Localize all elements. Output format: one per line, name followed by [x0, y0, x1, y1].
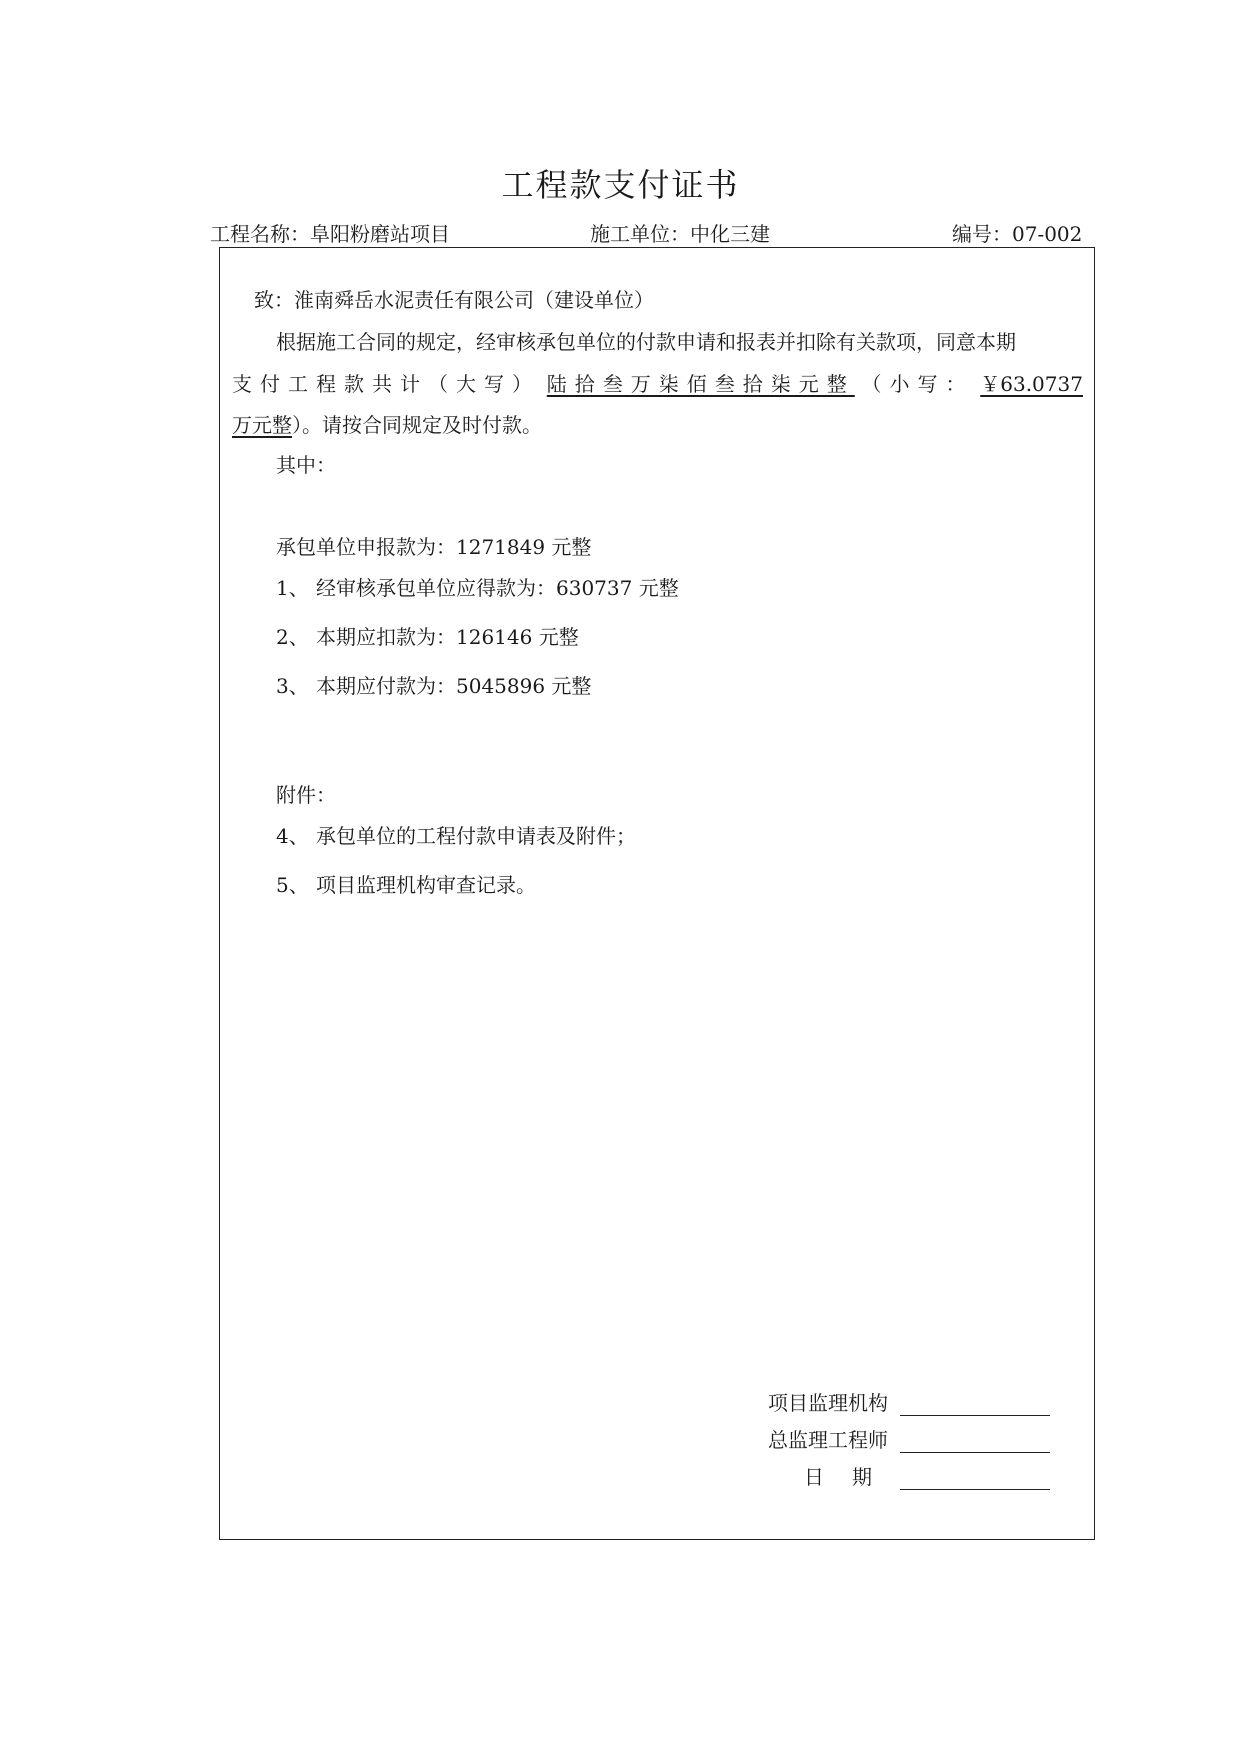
chief-engineer-label: 总监理工程师: [768, 1428, 888, 1452]
amount-figure-label: （小写：: [861, 372, 974, 396]
amount-in-words: 陆拾叁万柒佰叁拾柒元整: [546, 372, 855, 396]
body-paragraph-line-1: 根据施工合同的规定，经审核承包单位的付款申请和报表并扣除有关款项，同意本期: [276, 330, 1016, 354]
project-name: 工程名称：阜阳粉磨站项目: [210, 222, 450, 246]
certificate-frame: [219, 247, 1095, 1540]
attachments-label: 附件：: [276, 783, 336, 807]
certificate-content: [220, 248, 1094, 1539]
supervision-org-signature-line[interactable]: [900, 1389, 1050, 1416]
item-number: 5、: [276, 873, 309, 897]
body-paragraph-line-2: [232, 368, 1083, 397]
supervision-org-label: 项目监理机构: [768, 1391, 888, 1415]
declared-amount: 承包单位申报款为：1271849 元整: [276, 535, 592, 559]
signature-row-engineer: [720, 1416, 1050, 1453]
amount-in-figures-unit: 万元整: [232, 413, 292, 437]
attachments-list: [276, 820, 636, 918]
item-text: 本期应扣款为：126146 元整: [316, 625, 579, 649]
signature-block: [720, 1379, 1050, 1490]
item-number: 4、: [276, 824, 309, 848]
item-text: 承包单位的工程付款申请表及附件；: [316, 824, 636, 848]
list-item: [276, 869, 636, 898]
item-number: 3、: [276, 674, 309, 698]
recipient-line: 致：淮南舜岳水泥责任有限公司（建设单位）: [254, 288, 654, 312]
payment-request: ）。请按合同规定及时付款。: [292, 413, 542, 437]
contractor-name: 施工单位：中化三建: [590, 222, 770, 246]
document-number: 编号：07-002: [952, 222, 1083, 246]
item-text: 经审核承包单位应得款为：630737 元整: [316, 576, 679, 600]
chief-engineer-signature-line[interactable]: [900, 1426, 1050, 1453]
item-number: 2、: [276, 625, 309, 649]
list-item: [276, 820, 636, 849]
item-text: 本期应付款为：5045896 元整: [316, 674, 592, 698]
date-label: 日期: [804, 1465, 900, 1489]
list-item: [276, 670, 679, 699]
list-item: [276, 621, 679, 650]
document-title: 工程款支付证书: [501, 166, 740, 204]
date-signature-line[interactable]: [900, 1463, 1050, 1490]
signature-row-date: [720, 1453, 1050, 1490]
body-paragraph-line-3: [232, 409, 542, 438]
breakdown-label: 其中：: [276, 453, 336, 477]
amount-in-figures: ￥63.0737: [980, 372, 1083, 396]
item-number: 1、: [276, 576, 309, 600]
list-item: [276, 572, 679, 601]
signature-row-org: [720, 1379, 1050, 1416]
amount-words-label: 支付工程款共计（大写）: [232, 372, 540, 396]
breakdown-list: [276, 572, 679, 719]
item-text: 项目监理机构审查记录。: [316, 873, 536, 897]
